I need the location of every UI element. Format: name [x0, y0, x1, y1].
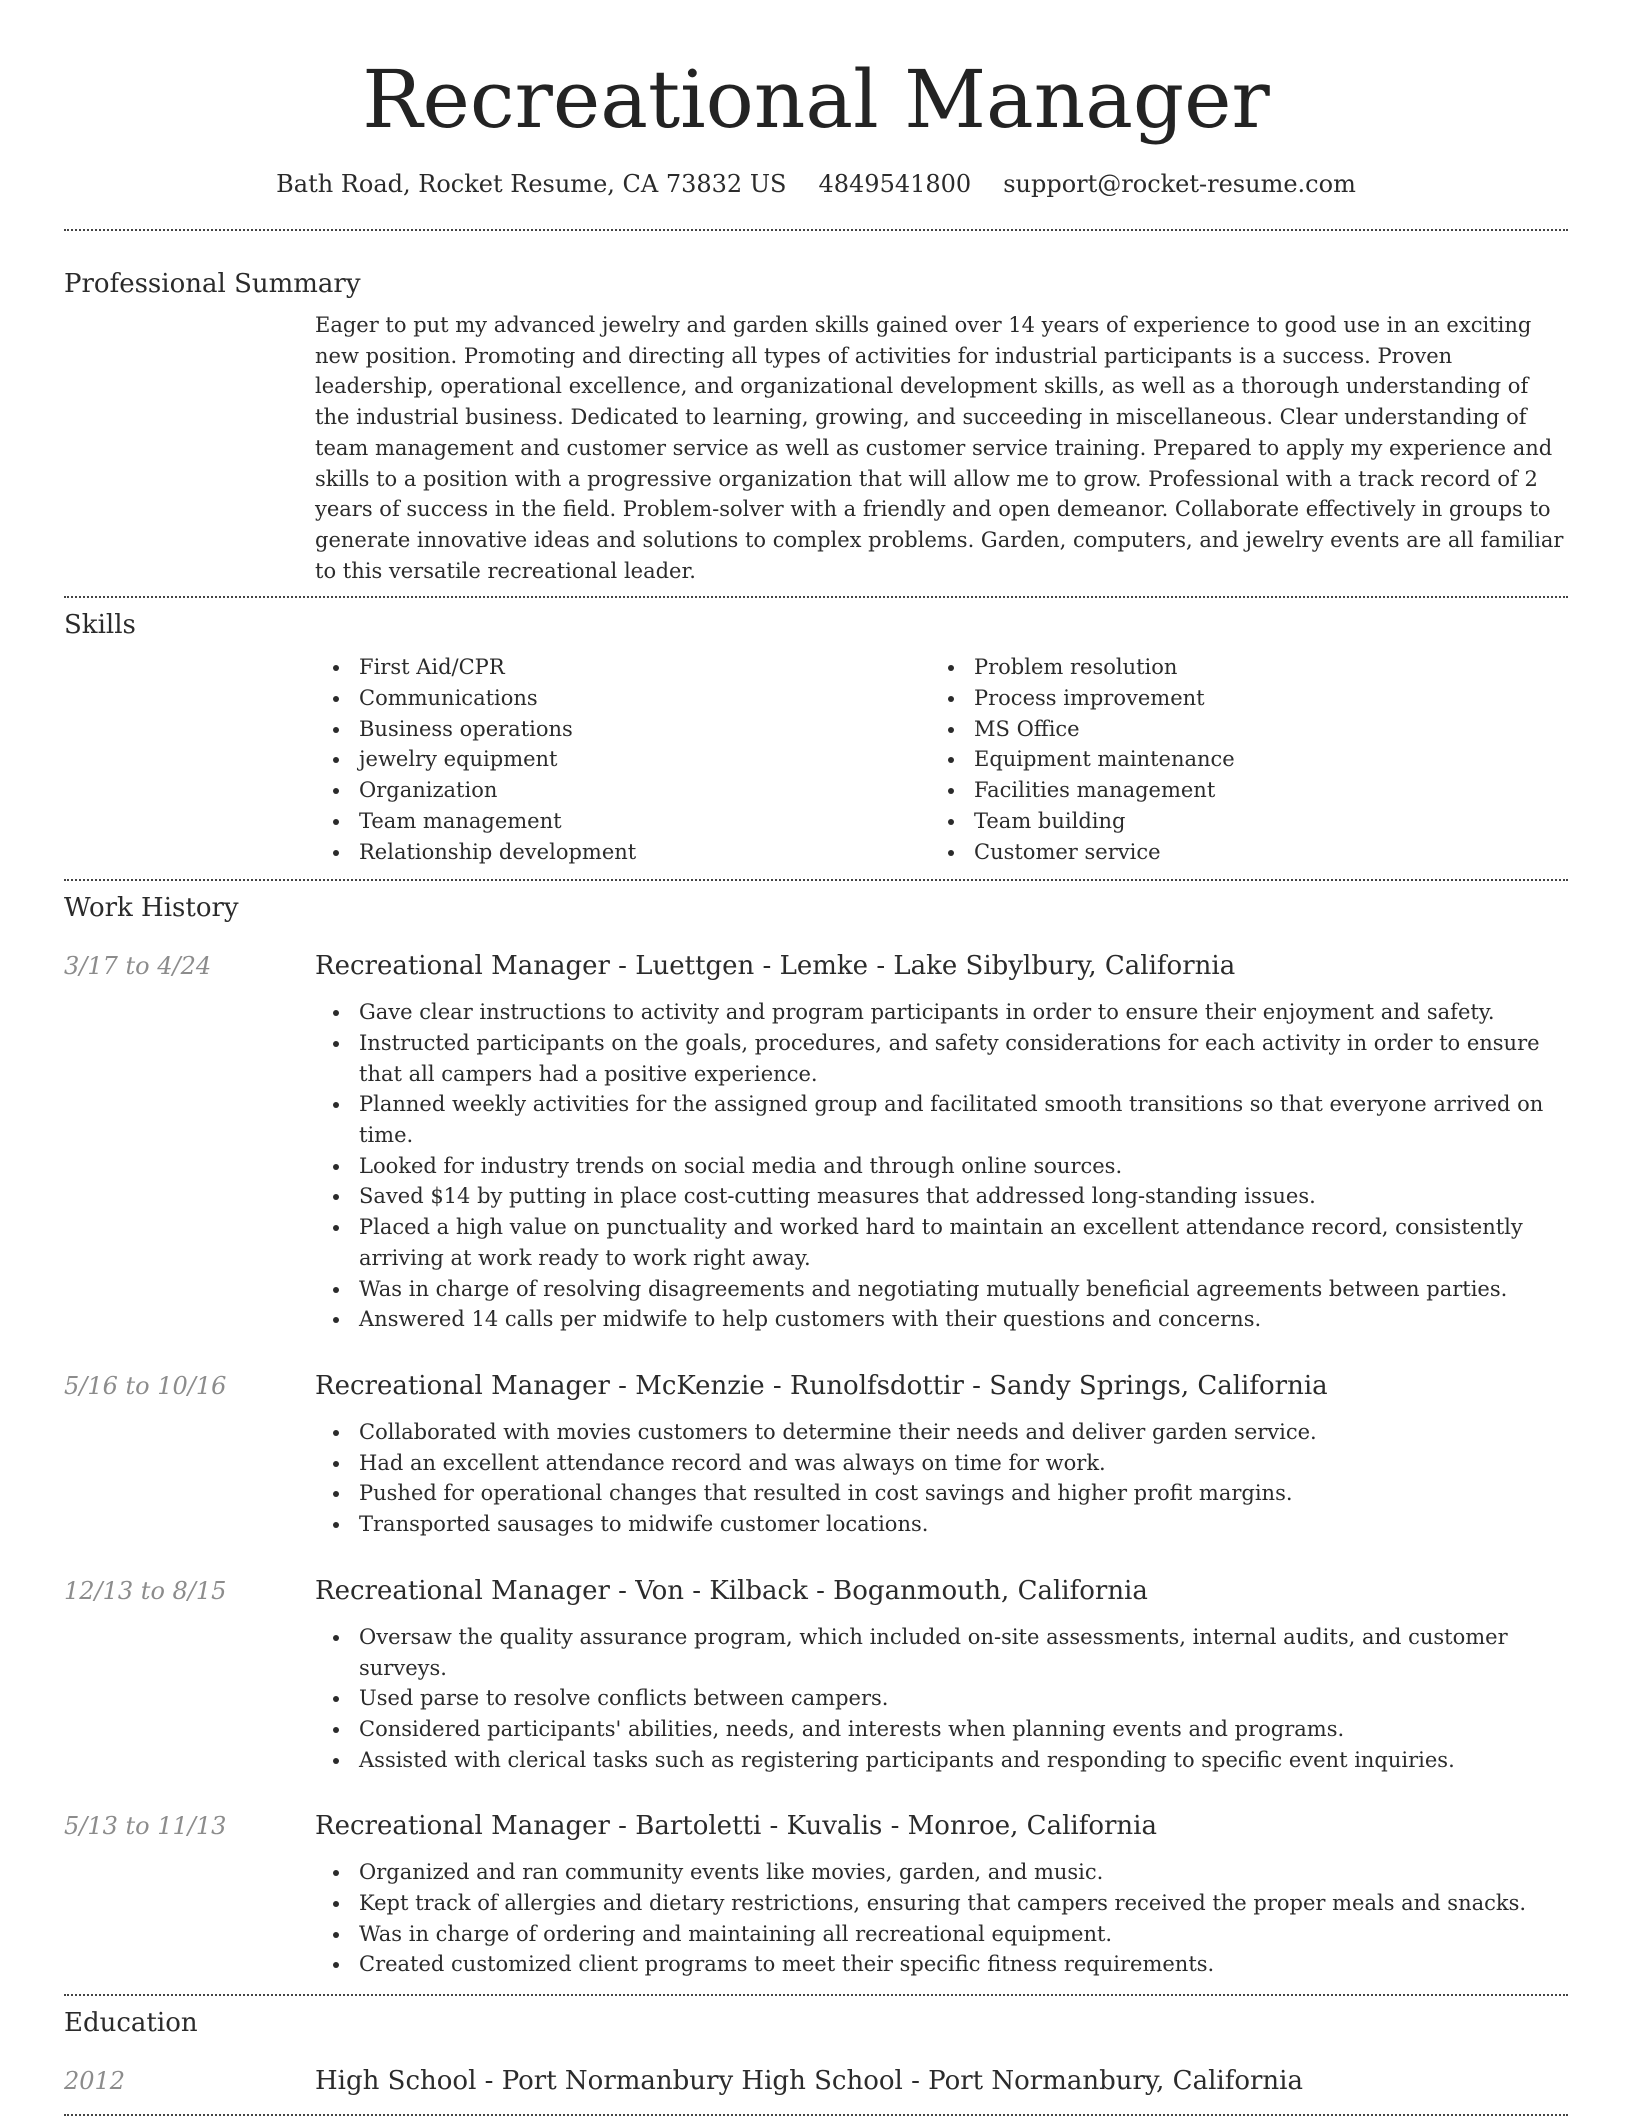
job-bullet: Gave clear instructions to activity and program participants in order to ensure their enjoyment and safety. — [359, 997, 1568, 1028]
job-entry — [64, 1574, 1568, 1776]
skill-item: Process improvement — [974, 683, 1545, 714]
contact-email: support@rocket-resume.com — [1003, 170, 1356, 198]
skills-row — [64, 652, 1568, 867]
job-bullets — [315, 1622, 1568, 1776]
job-bullet: Oversaw the quality assurance program, which included on-site assessments, internal audits, and customer surveys. — [359, 1622, 1568, 1683]
job-bullet: Placed a high value on punctuality and worked hard to maintain an excellent attendance record, consistently arriving at work ready to work right away. — [359, 1212, 1568, 1273]
skill-item: Team management — [359, 806, 930, 837]
skill-item: jewelry equipment — [359, 744, 930, 775]
job-bullets — [315, 1857, 1568, 1980]
skill-item: Problem resolution — [974, 652, 1545, 683]
job-bullet: Was in charge of resolving disagreements and negotiating mutually beneficial agreements between parties. — [359, 1274, 1568, 1305]
job-bullets — [315, 1417, 1568, 1540]
skill-item: Equipment maintenance — [974, 744, 1545, 775]
job-dates: 3/17 to 4/24 — [64, 952, 212, 981]
education-heading: High School - Port Normanbury High School - Port Normanbury, California — [315, 2066, 1303, 2097]
job-bullet: Saved $14 by putting in place cost-cutting measures that addressed long-standing issues. — [359, 1181, 1568, 1212]
job-bullet: Used parse to resolve conflicts between campers. — [359, 1683, 1568, 1714]
summary-text: Eager to put my advanced jewelry and garden skills gained over 14 years of experience to good use in an exciting new position. Promoting and directing all types of activities for industrial participants is a success. Proven leadership, operational excellence, and organizational development skills, as well as a thorough understanding of the industrial business. Dedicated to learning, growing, and succeeding in miscellaneous. Clear understanding of team management and customer service as well as customer service training. Prepared to apply my experience and skills to a position with a progressive organization that will allow me to grow. Professional with a track record of 2 years of success in the field. Problem-solver with a friendly and open demeanor. Collaborate effectively in groups to generate innovative ideas and solutions to complex problems. Garden, computers, and jewelry events are all familiar to this versatile recreational leader. — [315, 313, 1564, 583]
resume-page — [64, 0, 1568, 2116]
job-bullet: Answered 14 calls per midwife to help customers with their questions and concerns. — [359, 1304, 1568, 1335]
education-entry — [64, 2064, 1568, 2098]
skills-list-left — [315, 652, 930, 867]
job-bullet: Pushed for operational changes that resulted in cost savings and higher profit margins. — [359, 1478, 1568, 1509]
job-bullets — [315, 997, 1568, 1335]
job-bullet: Organized and ran community events like movies, garden, and music. — [359, 1857, 1568, 1888]
contact-line — [64, 168, 1568, 200]
job-bullet: Collaborated with movies customers to determine their needs and deliver garden service. — [359, 1417, 1568, 1448]
skill-item: MS Office — [974, 714, 1545, 745]
job-entry — [64, 1809, 1568, 1980]
job-entry — [64, 1369, 1568, 1540]
job-heading: Recreational Manager - Luettgen - Lemke - Lake Sibylbury, California — [315, 951, 1236, 982]
summary-row — [64, 310, 1568, 586]
job-bullet: Created customized client programs to meet their specific fitness requirements. — [359, 1949, 1568, 1980]
job-bullet: Was in charge of ordering and maintaining all recreational equipment. — [359, 1919, 1568, 1950]
skill-item: Communications — [359, 683, 930, 714]
job-bullet: Planned weekly activities for the assigned group and facilitated smooth transitions so that everyone arrived on time. — [359, 1089, 1568, 1150]
job-bullet: Instructed participants on the goals, procedures, and safety considerations for each activity in order to ensure that all campers had a positive experience. — [359, 1028, 1568, 1089]
section-title-education: Education — [64, 2008, 198, 2039]
education-year: 2012 — [64, 2067, 126, 2096]
job-heading: Recreational Manager - Bartoletti - Kuvalis - Monroe, California — [315, 1811, 1157, 1842]
job-entry — [64, 949, 1568, 1335]
job-bullet: Considered participants' abilities, needs, and interests when planning events and programs. — [359, 1714, 1568, 1745]
contact-address: Bath Road, Rocket Resume, CA 73832 US — [276, 170, 787, 198]
job-bullet: Looked for industry trends on social media and through online sources. — [359, 1151, 1568, 1182]
job-dates: 12/13 to 8/15 — [64, 1576, 227, 1605]
skill-item: First Aid/CPR — [359, 652, 930, 683]
job-bullet: Assisted with clerical tasks such as registering participants and responding to specific event inquiries. — [359, 1745, 1568, 1776]
section-title-skills: Skills — [64, 610, 136, 641]
section-title-summary: Professional Summary — [64, 269, 361, 299]
skill-item: Organization — [359, 775, 930, 806]
skill-item: Relationship development — [359, 837, 930, 868]
job-dates: 5/16 to 10/16 — [64, 1371, 227, 1400]
skill-item: Business operations — [359, 714, 930, 745]
skill-item: Facilities management — [974, 775, 1545, 806]
skills-list-right — [930, 652, 1545, 867]
job-heading: Recreational Manager - McKenzie - Runolfsdottir - Sandy Springs, California — [315, 1370, 1328, 1401]
section-title-work: Work History — [64, 893, 239, 924]
skill-item: Team building — [974, 806, 1545, 837]
skill-item: Customer service — [974, 837, 1545, 868]
contact-phone: 4849541800 — [818, 170, 972, 198]
resume-name: Recreational Manager — [362, 53, 1270, 146]
job-dates: 5/13 to 11/13 — [64, 1812, 227, 1841]
job-bullet: Had an excellent attendance record and was always on time for work. — [359, 1448, 1568, 1479]
job-heading: Recreational Manager - Von - Kilback - Boganmouth, California — [315, 1575, 1148, 1606]
job-bullet: Kept track of allergies and dietary restrictions, ensuring that campers received the proper meals and snacks. — [359, 1888, 1568, 1919]
job-bullet: Transported sausages to midwife customer locations. — [359, 1509, 1568, 1540]
